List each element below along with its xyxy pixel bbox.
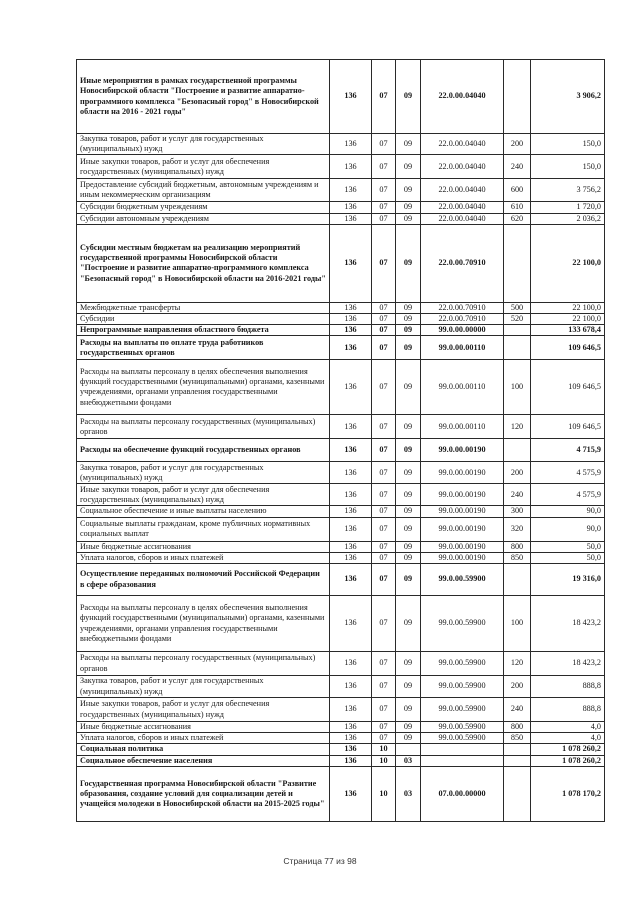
row-amount: 1 078 170,2	[531, 766, 605, 821]
row-section-code: 07	[372, 439, 396, 462]
row-ved-code: 136	[330, 224, 372, 302]
row-subsection-code: 09	[396, 484, 421, 506]
row-expense-type: 240	[504, 698, 531, 722]
row-target-article: 22.0.00.70910	[421, 224, 504, 302]
row-ved-code: 136	[330, 552, 372, 563]
row-amount: 4 715,9	[531, 439, 605, 462]
table-row	[77, 155, 605, 179]
row-expense-type	[504, 766, 531, 821]
row-section-code: 07	[372, 652, 396, 676]
row-subsection-code: 09	[396, 698, 421, 722]
table-row	[77, 325, 605, 336]
row-section-code: 07	[372, 484, 396, 506]
row-subsection-code: 09	[396, 314, 421, 325]
table-row	[77, 541, 605, 552]
row-amount: 1 078 260,2	[531, 755, 605, 766]
row-expense-type: 100	[504, 360, 531, 415]
row-expense-type	[504, 336, 531, 360]
row-amount: 18 423,2	[531, 596, 605, 652]
table-row	[77, 698, 605, 722]
table-row	[77, 755, 605, 766]
row-target-article: 99.0.00.00190	[421, 439, 504, 462]
row-section-code: 07	[372, 134, 396, 155]
row-expense-type: 520	[504, 314, 531, 325]
row-amount: 150,0	[531, 134, 605, 155]
row-ved-code: 136	[330, 462, 372, 484]
row-target-article: 22.0.00.04040	[421, 179, 504, 202]
row-target-article: 99.0.00.59900	[421, 698, 504, 722]
row-name: Социальные выплаты гражданам, кроме публичных нормативных социальных выплат	[77, 517, 330, 541]
row-ved-code: 136	[330, 302, 372, 313]
row-target-article: 99.0.00.59900	[421, 733, 504, 744]
row-ved-code: 136	[330, 722, 372, 733]
row-subsection-code: 09	[396, 134, 421, 155]
row-expense-type: 240	[504, 484, 531, 506]
row-target-article: 22.0.00.04040	[421, 155, 504, 179]
row-ved-code: 136	[330, 676, 372, 698]
row-target-article: 99.0.00.00190	[421, 484, 504, 506]
row-expense-type: 610	[504, 202, 531, 213]
table-row	[77, 722, 605, 733]
row-subsection-code: 09	[396, 552, 421, 563]
row-subsection-code: 09	[396, 564, 421, 596]
row-expense-type	[504, 60, 531, 134]
row-section-code: 07	[372, 541, 396, 552]
row-amount: 3 756,2	[531, 179, 605, 202]
row-ved-code: 136	[330, 698, 372, 722]
row-ved-code: 136	[330, 652, 372, 676]
row-section-code: 10	[372, 755, 396, 766]
row-amount: 1 078 260,2	[531, 744, 605, 755]
table-row	[77, 213, 605, 224]
table-row	[77, 360, 605, 415]
row-expense-type: 850	[504, 552, 531, 563]
row-ved-code: 136	[330, 755, 372, 766]
row-target-article: 99.0.00.00190	[421, 506, 504, 517]
row-target-article: 99.0.00.59900	[421, 722, 504, 733]
table-row	[77, 676, 605, 698]
table-row	[77, 134, 605, 155]
row-expense-type	[504, 744, 531, 755]
row-expense-type	[504, 325, 531, 336]
row-amount: 888,8	[531, 676, 605, 698]
row-section-code: 07	[372, 213, 396, 224]
row-name: Иные бюджетные ассигнования	[77, 541, 330, 552]
row-section-code: 07	[372, 564, 396, 596]
row-target-article: 99.0.00.00110	[421, 336, 504, 360]
row-section-code: 07	[372, 506, 396, 517]
table-row	[77, 552, 605, 563]
row-target-article: 99.0.00.00000	[421, 325, 504, 336]
row-subsection-code: 09	[396, 179, 421, 202]
table-row	[77, 596, 605, 652]
row-subsection-code: 09	[396, 336, 421, 360]
row-expense-type: 240	[504, 155, 531, 179]
row-expense-type: 200	[504, 134, 531, 155]
row-name: Иные закупки товаров, работ и услуг для обеспечения государственных (муниципальных) нужд	[77, 155, 330, 179]
row-expense-type	[504, 755, 531, 766]
row-expense-type: 300	[504, 506, 531, 517]
row-ved-code: 136	[330, 325, 372, 336]
table-row	[77, 302, 605, 313]
row-amount: 1 720,0	[531, 202, 605, 213]
row-section-code: 07	[372, 596, 396, 652]
row-amount: 3 906,2	[531, 60, 605, 134]
row-name: Социальная политика	[77, 744, 330, 755]
row-target-article: 22.0.00.04040	[421, 134, 504, 155]
row-section-code: 07	[372, 722, 396, 733]
row-amount: 22 100,0	[531, 224, 605, 302]
row-amount: 50,0	[531, 541, 605, 552]
row-amount: 90,0	[531, 506, 605, 517]
row-expense-type	[504, 439, 531, 462]
row-subsection-code: 09	[396, 506, 421, 517]
row-name: Расходы на выплаты по оплате труда работников государственных органов	[77, 336, 330, 360]
row-ved-code: 136	[330, 202, 372, 213]
row-expense-type: 100	[504, 596, 531, 652]
row-name: Закупка товаров, работ и услуг для государственных (муниципальных) нужд	[77, 134, 330, 155]
row-section-code: 07	[372, 517, 396, 541]
row-amount: 109 646,5	[531, 360, 605, 415]
row-amount: 4 575,9	[531, 462, 605, 484]
row-ved-code: 136	[330, 596, 372, 652]
row-ved-code: 136	[330, 564, 372, 596]
row-expense-type: 120	[504, 652, 531, 676]
row-name: Расходы на обеспечение функций государственных органов	[77, 439, 330, 462]
row-name: Предоставление субсидий бюджетным, автономным учреждениям и иным некоммерческим организациям	[77, 179, 330, 202]
row-subsection-code: 09	[396, 722, 421, 733]
row-section-code: 07	[372, 179, 396, 202]
row-ved-code: 136	[330, 439, 372, 462]
row-target-article: 99.0.00.00190	[421, 552, 504, 563]
row-subsection-code: 09	[396, 360, 421, 415]
row-amount: 90,0	[531, 517, 605, 541]
row-section-code: 10	[372, 766, 396, 821]
row-ved-code: 136	[330, 517, 372, 541]
row-section-code: 07	[372, 202, 396, 213]
row-amount: 109 646,5	[531, 415, 605, 439]
row-target-article: 22.0.00.04040	[421, 202, 504, 213]
row-name: Межбюджетные трансферты	[77, 302, 330, 313]
row-expense-type: 600	[504, 179, 531, 202]
table-row	[77, 733, 605, 744]
table-row	[77, 202, 605, 213]
row-section-code: 07	[372, 60, 396, 134]
row-subsection-code: 03	[396, 755, 421, 766]
row-subsection-code: 09	[396, 60, 421, 134]
row-name: Иные мероприятия в рамках государственной программы Новосибирской области "Построение и развитие аппаратно-программного комплекса "Безопасный город" в Новосибирской области на 2016 - 2021 годы"	[77, 60, 330, 134]
row-name: Иные закупки товаров, работ и услуг для обеспечения государственных (муниципальных) нужд	[77, 698, 330, 722]
table-row	[77, 484, 605, 506]
row-expense-type: 320	[504, 517, 531, 541]
row-expense-type: 850	[504, 733, 531, 744]
row-name: Расходы на выплаты персоналу в целях обеспечения выполнения функций государственными (муниципальными) органами, казенными учреждениями, органами управления государственными внебюджетными фондами	[77, 360, 330, 415]
row-name: Социальное обеспечение и иные выплаты населению	[77, 506, 330, 517]
row-ved-code: 136	[330, 155, 372, 179]
table-row	[77, 744, 605, 755]
row-name: Субсидии автономным учреждениям	[77, 213, 330, 224]
row-amount: 22 100,0	[531, 314, 605, 325]
row-target-article: 22.0.00.70910	[421, 302, 504, 313]
table-row	[77, 415, 605, 439]
page-number-footer: Страница 77 из 98	[283, 856, 357, 866]
row-target-article: 99.0.00.00190	[421, 541, 504, 552]
row-target-article	[421, 755, 504, 766]
row-subsection-code: 09	[396, 676, 421, 698]
row-amount: 109 646,5	[531, 336, 605, 360]
row-expense-type: 800	[504, 541, 531, 552]
row-target-article	[421, 744, 504, 755]
row-ved-code: 136	[330, 766, 372, 821]
row-name: Иные закупки товаров, работ и услуг для обеспечения государственных (муниципальных) нужд	[77, 484, 330, 506]
row-amount: 50,0	[531, 552, 605, 563]
row-ved-code: 136	[330, 733, 372, 744]
row-name: Уплата налогов, сборов и иных платежей	[77, 733, 330, 744]
table-row	[77, 314, 605, 325]
row-name: Уплата налогов, сборов и иных платежей	[77, 552, 330, 563]
row-section-code: 07	[372, 325, 396, 336]
row-subsection-code: 09	[396, 439, 421, 462]
table-row	[77, 517, 605, 541]
table-row	[77, 506, 605, 517]
row-ved-code: 136	[330, 60, 372, 134]
row-section-code: 07	[372, 302, 396, 313]
row-target-article: 22.0.00.04040	[421, 60, 504, 134]
row-name: Иные бюджетные ассигнования	[77, 722, 330, 733]
row-expense-type	[504, 224, 531, 302]
row-section-code: 07	[372, 415, 396, 439]
row-ved-code: 136	[330, 541, 372, 552]
row-amount: 150,0	[531, 155, 605, 179]
table-row	[77, 652, 605, 676]
row-subsection-code: 09	[396, 517, 421, 541]
row-section-code: 07	[372, 552, 396, 563]
row-expense-type: 500	[504, 302, 531, 313]
row-name: Государственная программа Новосибирской области "Развитие образования, создание условий для социализации детей и учащейся молодежи в Новосибирской области на 2015-2025 годы"	[77, 766, 330, 821]
row-amount: 133 678,4	[531, 325, 605, 336]
budget-table	[76, 59, 605, 822]
row-target-article: 99.0.00.59900	[421, 564, 504, 596]
row-subsection-code: 09	[396, 325, 421, 336]
row-subsection-code: 03	[396, 766, 421, 821]
row-ved-code: 136	[330, 744, 372, 755]
row-ved-code: 136	[330, 134, 372, 155]
row-amount: 4 575,9	[531, 484, 605, 506]
table-row	[77, 224, 605, 302]
row-amount: 2 036,2	[531, 213, 605, 224]
row-section-code: 07	[372, 360, 396, 415]
row-section-code: 07	[372, 698, 396, 722]
row-target-article: 99.0.00.00110	[421, 415, 504, 439]
row-name: Социальное обеспечение населения	[77, 755, 330, 766]
row-subsection-code: 09	[396, 302, 421, 313]
row-ved-code: 136	[330, 179, 372, 202]
row-target-article: 99.0.00.59900	[421, 596, 504, 652]
row-ved-code: 136	[330, 506, 372, 517]
table-row	[77, 60, 605, 134]
row-target-article: 99.0.00.00110	[421, 360, 504, 415]
row-target-article: 99.0.00.59900	[421, 676, 504, 698]
table-row	[77, 766, 605, 821]
table-row	[77, 336, 605, 360]
row-target-article: 99.0.00.00190	[421, 517, 504, 541]
row-ved-code: 136	[330, 314, 372, 325]
row-name: Расходы на выплаты персоналу в целях обеспечения выполнения функций государственными (муниципальными) органами, казенными учреждениями, органами управления государственными внебюджетными фондами	[77, 596, 330, 652]
row-subsection-code: 09	[396, 596, 421, 652]
row-subsection-code: 09	[396, 213, 421, 224]
row-section-code: 07	[372, 336, 396, 360]
row-name: Расходы на выплаты персоналу государственных (муниципальных) органов	[77, 652, 330, 676]
row-amount: 19 316,0	[531, 564, 605, 596]
row-expense-type: 120	[504, 415, 531, 439]
row-section-code: 07	[372, 676, 396, 698]
row-name: Закупка товаров, работ и услуг для государственных (муниципальных) нужд	[77, 676, 330, 698]
row-subsection-code: 09	[396, 155, 421, 179]
row-target-article: 07.0.00.00000	[421, 766, 504, 821]
row-subsection-code: 09	[396, 415, 421, 439]
row-amount: 4,0	[531, 733, 605, 744]
row-expense-type	[504, 564, 531, 596]
row-name: Расходы на выплаты персоналу государственных (муниципальных) органов	[77, 415, 330, 439]
row-amount: 22 100,0	[531, 302, 605, 313]
row-expense-type: 620	[504, 213, 531, 224]
row-amount: 18 423,2	[531, 652, 605, 676]
row-amount: 4,0	[531, 722, 605, 733]
row-section-code: 10	[372, 744, 396, 755]
row-subsection-code: 09	[396, 733, 421, 744]
row-ved-code: 136	[330, 360, 372, 415]
row-section-code: 07	[372, 224, 396, 302]
table-row	[77, 179, 605, 202]
row-expense-type: 200	[504, 676, 531, 698]
row-ved-code: 136	[330, 415, 372, 439]
row-target-article: 99.0.00.00190	[421, 462, 504, 484]
row-amount: 888,8	[531, 698, 605, 722]
table-row	[77, 564, 605, 596]
row-name: Осуществление переданных полномочий Российской Федерации в сфере образования	[77, 564, 330, 596]
row-name: Закупка товаров, работ и услуг для государственных (муниципальных) нужд	[77, 462, 330, 484]
row-target-article: 99.0.00.59900	[421, 652, 504, 676]
budget-table-body	[77, 60, 605, 822]
row-section-code: 07	[372, 462, 396, 484]
row-expense-type: 200	[504, 462, 531, 484]
row-subsection-code: 09	[396, 224, 421, 302]
row-target-article: 22.0.00.70910	[421, 314, 504, 325]
row-ved-code: 136	[330, 336, 372, 360]
row-name: Субсидии местным бюджетам на реализацию мероприятий государственной программы Новосибирской области "Построение и развитие аппаратно-программного комплекса "Безопасный город" в Новосибирской области на 2016-2021 годы"	[77, 224, 330, 302]
row-section-code: 07	[372, 314, 396, 325]
table-row	[77, 439, 605, 462]
table-row	[77, 462, 605, 484]
row-subsection-code: 09	[396, 202, 421, 213]
row-ved-code: 136	[330, 213, 372, 224]
row-name: Субсидии	[77, 314, 330, 325]
row-subsection-code	[396, 744, 421, 755]
row-subsection-code: 09	[396, 462, 421, 484]
row-name: Субсидии бюджетным учреждениям	[77, 202, 330, 213]
row-target-article: 22.0.00.04040	[421, 213, 504, 224]
row-section-code: 07	[372, 155, 396, 179]
row-subsection-code: 09	[396, 541, 421, 552]
row-name: Непрограммные направления областного бюджета	[77, 325, 330, 336]
row-expense-type: 800	[504, 722, 531, 733]
row-section-code: 07	[372, 733, 396, 744]
row-subsection-code: 09	[396, 652, 421, 676]
row-ved-code: 136	[330, 484, 372, 506]
